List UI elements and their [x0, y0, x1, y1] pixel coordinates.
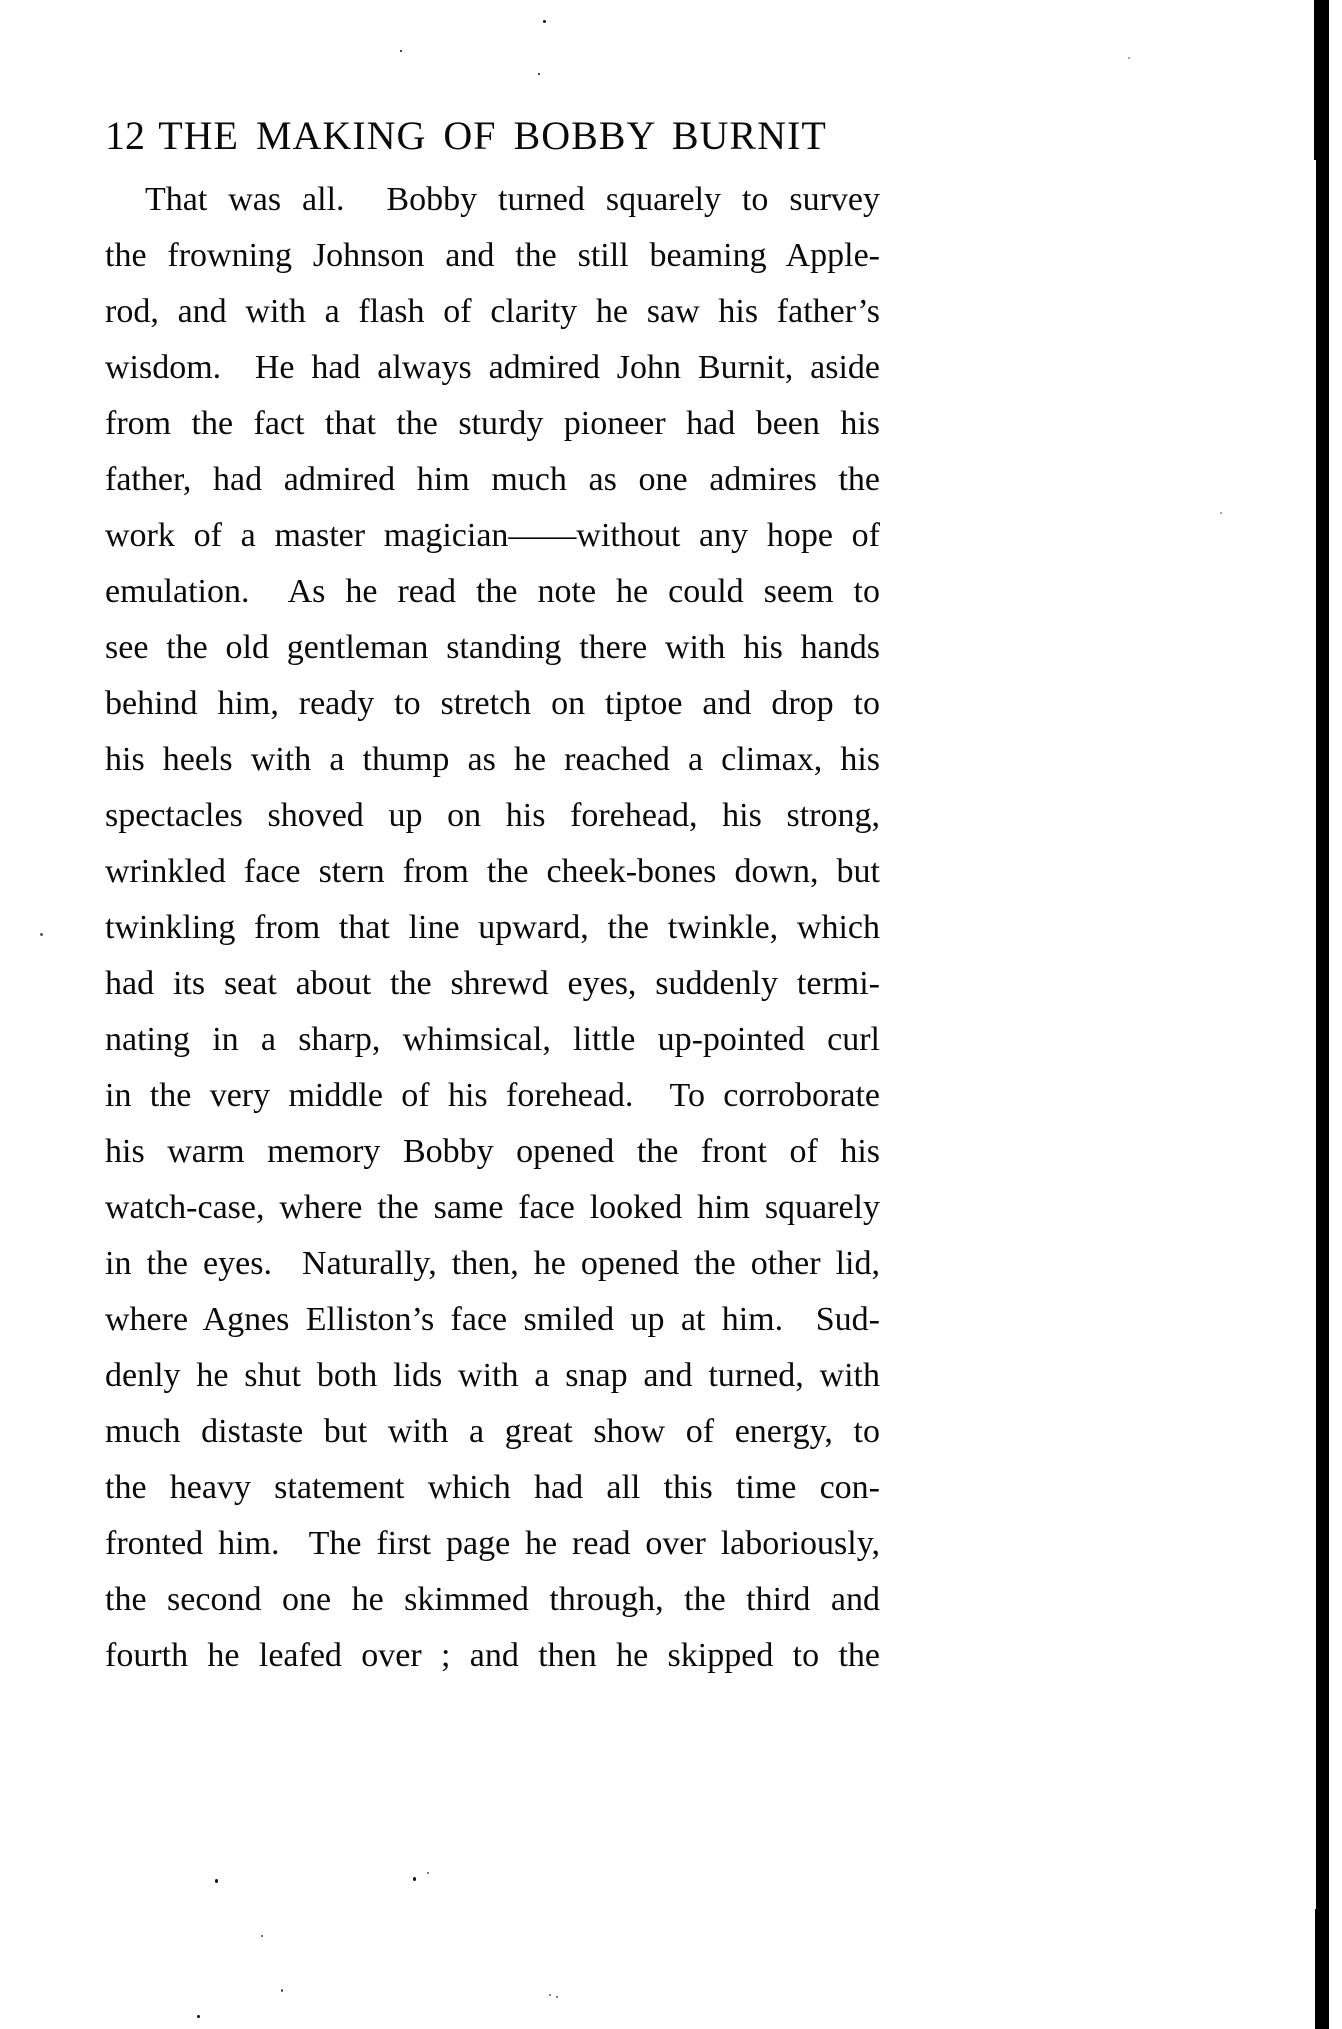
- text-line: wisdom. He had always admired John Burnit, aside: [105, 349, 880, 386]
- text-line: spectacles shoved up on his forehead, his strong,: [105, 797, 880, 834]
- text-line: twinkling from that line upward, the twinkle, which: [105, 909, 880, 946]
- scan-speck: [543, 20, 546, 23]
- page-header: [105, 112, 880, 160]
- text-line: his heels with a thump as he reached a climax, his: [105, 741, 880, 778]
- text-line: in the very middle of his forehead. To corroborate: [105, 1077, 880, 1114]
- scan-speck: [261, 1935, 263, 1937]
- scan-speck: [549, 1994, 551, 1996]
- text-line: much distaste but with a great show of energy, to: [105, 1413, 880, 1450]
- text-line: had its seat about the shrewd eyes, suddenly termi-: [105, 965, 880, 1002]
- text-line: father, had admired him much as one admires the: [105, 461, 880, 498]
- text-line: his warm memory Bobby opened the front of his: [105, 1133, 880, 1170]
- scan-speck: [197, 2015, 200, 2018]
- text-line: watch-case, where the same face looked him squarely: [105, 1189, 880, 1226]
- scan-speck: [400, 50, 402, 52]
- scan-speck: [538, 73, 540, 75]
- body-text: [105, 172, 880, 1684]
- text-line: the frowning Johnson and the still beaming Apple-: [105, 237, 880, 274]
- book-binding-shadow: [1316, 0, 1329, 2029]
- text-line: That was all. Bobby turned squarely to survey: [145, 181, 880, 218]
- scan-speck: [427, 1872, 429, 1874]
- text-line: wrinkled face stern from the cheek-bones down, but: [105, 853, 880, 890]
- scan-speck: [281, 1989, 283, 1992]
- running-title: THE MAKING OF BOBBY BURNIT: [158, 113, 827, 158]
- page-number: 12: [105, 113, 145, 158]
- scan-speck: [1220, 512, 1222, 514]
- text-line: from the fact that the sturdy pioneer had been his: [105, 405, 880, 442]
- text-line: nating in a sharp, whimsical, little up-pointed curl: [105, 1021, 880, 1058]
- scan-speck: [413, 1877, 416, 1881]
- scan-speck: [556, 1996, 558, 1998]
- scan-speck: [40, 933, 43, 936]
- text-line: the heavy statement which had all this time con-: [105, 1469, 880, 1506]
- text-line: behind him, ready to stretch on tiptoe and drop to: [105, 685, 880, 722]
- text-line: denly he shut both lids with a snap and turned, with: [105, 1357, 880, 1394]
- text-line: emulation. As he read the note he could seem to: [105, 573, 880, 610]
- text-line: rod, and with a flash of clarity he saw his father’s: [105, 293, 880, 330]
- text-line: fourth he leafed over ; and then he skipped to the: [105, 1637, 880, 1674]
- text-line: see the old gentleman standing there with his hands: [105, 629, 880, 666]
- text-line: where Agnes Elliston’s face smiled up at him. Sud-: [105, 1301, 880, 1338]
- scan-speck: [215, 1879, 218, 1883]
- text-line: fronted him. The first page he read over laboriously,: [105, 1525, 880, 1562]
- text-line: work of a master magician——without any hope of: [105, 517, 880, 554]
- text-line: the second one he skimmed through, the third and: [105, 1581, 880, 1618]
- scan-speck: [1128, 57, 1130, 59]
- text-line: in the eyes. Naturally, then, he opened the other lid,: [105, 1245, 880, 1282]
